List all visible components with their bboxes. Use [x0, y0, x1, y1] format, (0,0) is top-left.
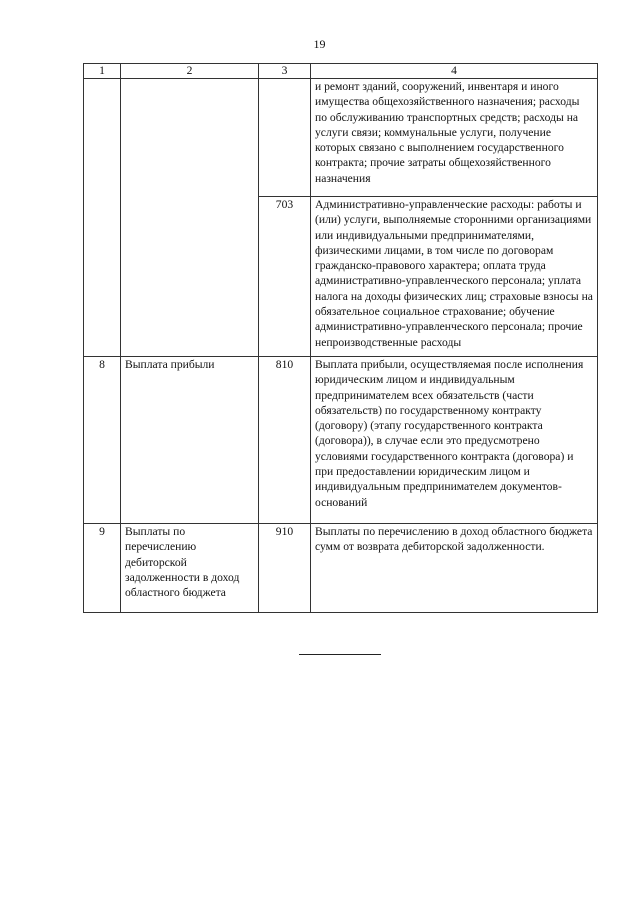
table-row — [84, 79, 598, 197]
page-number: 19 — [313, 37, 326, 51]
row-description: Административно-управленческие расходы: работы и (или) услуги, выполняемые сторонними организациями или индивидуальными предпринимателями, физическими лицами, в том числе по договорам гражданско-правового характера; оплата труда административно-управленческого персонала; уплата налога на доходы физических лиц; страховые взносы на обязательное социальное страхование; обучение административно-управленческого персонала; прочие непроизводственные расходы — [311, 197, 598, 357]
row-description: Выплата прибыли, осуществляемая после исполнения юридическим лицом и индивидуальным предпринимателем всех обязательств (части обязательств) по государственному контракту (договору) (этапу государственного контракта (договора)), в случае если это предусмотрено условиями государственного контракта (договора) и при предоставлении юридическим лицом и индивидуальным предпринимателем документов-оснований — [311, 357, 598, 524]
row-code: 810 — [259, 357, 311, 524]
row-number — [84, 79, 121, 357]
row-number: 8 — [84, 357, 121, 524]
table-row — [84, 524, 598, 613]
row-code: 703 — [259, 197, 311, 357]
expense-codes-table — [83, 63, 598, 613]
end-separator-line — [299, 654, 381, 655]
row-code: 910 — [259, 524, 311, 613]
table-header-row — [84, 64, 598, 79]
row-description: Выплаты по перечислению в доход областного бюджета сумм от возврата дебиторской задолженности. — [311, 524, 598, 613]
row-number: 9 — [84, 524, 121, 613]
header-col-2: 2 — [121, 64, 259, 79]
row-name: Выплата прибыли — [121, 357, 259, 524]
header-col-1: 1 — [84, 64, 121, 79]
header-col-3: 3 — [259, 64, 311, 79]
header-col-4: 4 — [311, 64, 598, 79]
row-description: и ремонт зданий, сооружений, инвентаря и иного имущества общехозяйственного назначения; расходы по обслуживанию транспортных средств; расходы на услуги связи; коммунальные услуги, получение которых связано с выполнением государственного контракта; прочие затраты общехозяйственного назначения — [311, 79, 598, 197]
row-name — [121, 79, 259, 357]
table-row — [84, 357, 598, 524]
row-code — [259, 79, 311, 197]
row-name: Выплаты по перечислению дебиторской задолженности в доход областного бюджета — [121, 524, 259, 613]
